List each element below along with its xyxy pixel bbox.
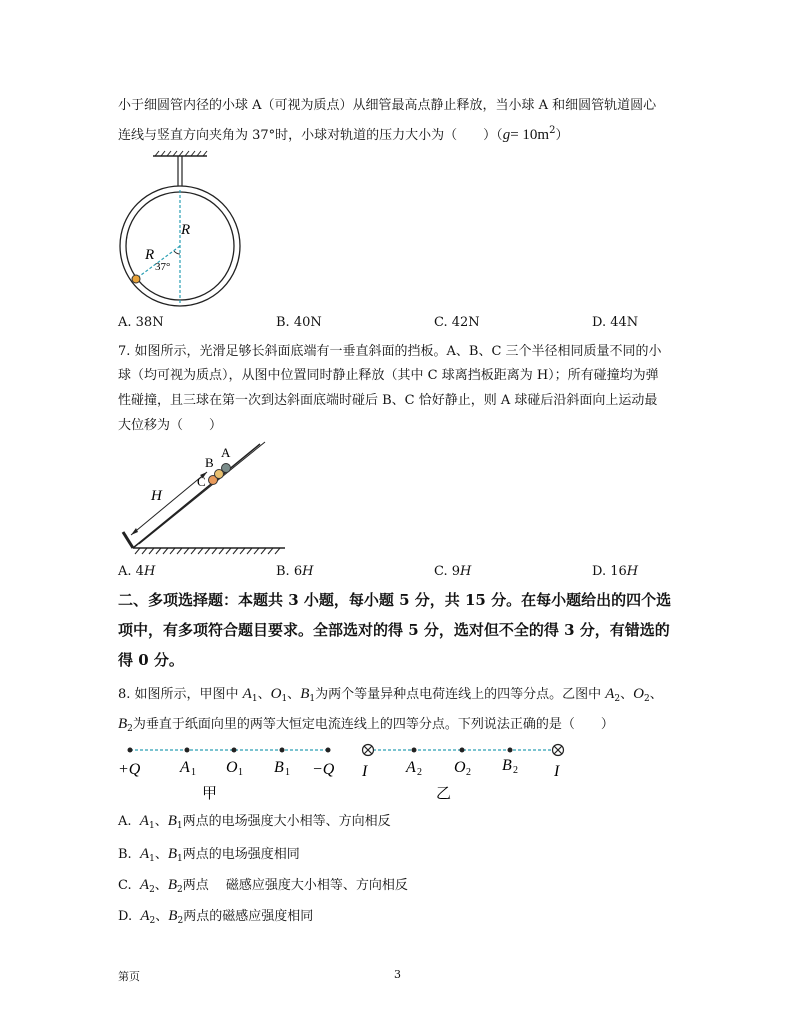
jia-label-b1: B — [274, 759, 284, 776]
yi-label-b2: B — [502, 757, 512, 774]
q8-line2 — [118, 713, 614, 734]
q8-sep4: 、 — [649, 687, 663, 702]
jia-label-minusq: −Q — [312, 761, 335, 778]
ball-a — [132, 275, 140, 283]
circular-tube-figure — [115, 150, 245, 310]
jia-dot-o1 — [232, 748, 237, 753]
angle-arc — [174, 251, 180, 254]
q8-b1-sub: 1 — [309, 694, 316, 704]
label-a: A — [221, 445, 231, 460]
q8-option-c-a2-sub: 2 — [149, 885, 155, 895]
yi-label-i-left: I — [362, 763, 368, 780]
q8-a2: A — [605, 686, 615, 702]
q8-option-a-a1: A — [139, 813, 149, 829]
q8-option-a-a1-sub: 1 — [148, 821, 155, 831]
q8-option-c[interactable] — [118, 874, 408, 895]
q7-option-b-prefix: B. 6 — [276, 564, 303, 579]
label-angle: 37° — [155, 261, 171, 273]
incline-figure — [115, 440, 295, 560]
q7-option-d[interactable] — [592, 564, 638, 579]
section2-line2: 项中，有多项符合题目要求。全部选对的得 5 分，选对但不全的得 3 分，有错选的 — [118, 621, 670, 639]
q8-num: 8. 如图所示，甲图中 — [118, 687, 243, 702]
q6-option-d[interactable]: D. 44N — [592, 315, 639, 330]
g-exponent: 2 — [549, 125, 556, 136]
q8-option-c-a2: A — [139, 877, 150, 893]
q8-option-a-b1-sub: 1 — [176, 821, 183, 831]
q8-option-b-b1: B — [167, 846, 178, 862]
q8-option-c-sep: 、 — [154, 878, 168, 893]
q7-option-b[interactable] — [276, 564, 313, 579]
q8-option-d-label: D. — [118, 909, 133, 924]
q8-option-a-label: A. — [118, 814, 132, 829]
q8-option-a-text: 两点的电场强度大小相等、方向相反 — [182, 814, 391, 829]
jia-label-a1-sub: 1 — [191, 767, 196, 778]
q6-option-b[interactable]: B. 40N — [276, 315, 322, 330]
q8-option-b-label: B. — [118, 847, 132, 862]
jia-dot-b1 — [280, 748, 285, 753]
jia-label-b1-sub: 1 — [285, 767, 290, 778]
q7-option-d-var: H — [626, 564, 639, 579]
q7-line1: 7. 如图所示，光滑足够长斜面底端有一垂直斜面的挡板。A、B、C 三个半径相同质量不同的小 — [118, 344, 662, 359]
q8-option-a[interactable] — [118, 810, 391, 831]
q8-o2-sub: 2 — [644, 694, 650, 704]
q8-option-c-b2: B — [167, 877, 177, 893]
q8-option-c-label: C. — [118, 878, 132, 893]
ground-hatch — [135, 548, 280, 554]
q7-option-d-prefix: D. 16 — [592, 564, 627, 579]
q8-option-b[interactable] — [118, 843, 300, 864]
q6-line1: 小于细圆管内径的小球 A（可视为质点）从细管最高点静止释放，当小球 A 和细圆管轨道圆心 — [118, 98, 657, 113]
q8-o2: O — [633, 686, 644, 702]
g-symbol: g — [502, 127, 511, 143]
yi-dot-o2 — [460, 748, 465, 753]
q8-a1: A — [242, 686, 252, 702]
g-equals: = 10 — [510, 127, 538, 143]
jia-label-plusq: +Q — [118, 761, 141, 778]
label-b: B — [205, 455, 214, 470]
jia-caption: 甲 — [202, 786, 218, 802]
q8-line1 — [118, 683, 663, 704]
q8-sep2: 、 — [287, 687, 301, 702]
q8-b2-sub: 2 — [127, 724, 133, 734]
label-r-side: R — [145, 247, 155, 263]
footer-left: 第页 — [118, 970, 140, 983]
g-unit: m — [537, 127, 550, 143]
q8-b1: B — [300, 686, 310, 702]
q7-option-a-var: H — [143, 564, 156, 579]
h-arrow-head-bottom — [131, 528, 138, 535]
section2-line1: 二、多项选择题：本题共 3 小题，每小题 5 分，共 15 分。在每小题给出的四个选 — [118, 591, 672, 609]
yi-label-a2-sub: 2 — [417, 767, 422, 778]
q8-option-d-sep: 、 — [155, 909, 169, 924]
q8-o1: O — [270, 686, 282, 702]
q8-option-d-a2-sub: 2 — [149, 916, 156, 926]
q6-option-c[interactable]: C. 42N — [434, 315, 480, 330]
yi-label-o2-sub: 2 — [466, 767, 471, 778]
q6-option-a[interactable]: A. 38N — [118, 315, 164, 330]
jia-dot-plusq — [128, 748, 133, 753]
charges-currents-figure — [112, 740, 592, 810]
q7-option-c-var: H — [460, 564, 472, 579]
ball-a-incline — [222, 464, 231, 473]
q7-option-a[interactable] — [118, 564, 155, 579]
q7-option-a-prefix: A. 4 — [118, 564, 144, 579]
q8-option-d[interactable] — [118, 905, 313, 926]
jia-dot-minusq — [326, 748, 331, 753]
q8-sep3: 、 — [620, 687, 634, 702]
q8-option-d-a2: A — [140, 908, 150, 924]
q8-b2: B — [118, 716, 128, 732]
q8-option-a-b1: B — [167, 813, 177, 829]
q8-option-c-b2-sub: 2 — [176, 885, 183, 895]
q6-line2-end: ） — [555, 128, 569, 143]
q8-option-b-sep: 、 — [154, 847, 168, 862]
current-in-right-icon — [553, 745, 564, 756]
page-number: 3 — [394, 968, 401, 981]
section2-line3: 得 0 分。 — [118, 651, 184, 669]
yi-dot-b2 — [508, 748, 513, 753]
q8-option-b-b1-sub: 1 — [177, 854, 183, 864]
q8-option-b-text: 两点的电场强度相同 — [182, 847, 300, 862]
label-c: C — [197, 474, 206, 489]
current-in-left-icon — [363, 745, 374, 756]
q8-option-c-text: 两点 磁感应强度大小相等、方向相反 — [182, 878, 408, 893]
q7-option-b-var: H — [302, 564, 314, 579]
jia-label-a1: A — [180, 759, 190, 776]
jia-label-o1: O — [226, 759, 238, 776]
q8-option-d-b2-sub: 2 — [177, 916, 184, 926]
yi-dot-a2 — [412, 748, 417, 753]
q8-a2-sub: 2 — [614, 694, 621, 704]
label-r-top: R — [181, 222, 191, 238]
yi-label-a2: A — [406, 759, 416, 776]
q8-option-d-b2: B — [168, 908, 178, 924]
label-h: H — [151, 488, 162, 504]
q7-option-c-prefix: C. 9 — [434, 564, 461, 579]
q8-mid1: 为两个等量异种点电荷连线上的四等分点。乙图中 — [315, 687, 606, 702]
q8-option-a-sep: 、 — [154, 814, 168, 829]
jia-dot-a1 — [185, 748, 190, 753]
q8-o1-sub: 1 — [281, 694, 288, 704]
q8-option-d-text: 两点的磁感应强度相同 — [183, 909, 314, 924]
q7-line3: 性碰撞，且三球在第一次到达斜面底端时碰后 B、C 恰好静止，则 A 球碰后沿斜面向上运动最 — [118, 393, 658, 408]
q7-line4: 大位移为（ ） — [118, 418, 223, 433]
q7-option-c[interactable] — [434, 564, 471, 579]
jia-label-o1-sub: 1 — [238, 767, 243, 778]
h-arrow — [131, 472, 207, 535]
q7-line2: 球（均可视为质点），从图中位置同时静止释放（其中 C 球离挡板距离为 H）；所有碰撞均为弹 — [118, 368, 659, 383]
q8-a1-sub: 1 — [251, 694, 258, 704]
yi-label-o2: O — [454, 759, 466, 776]
yi-label-i-right: I — [554, 763, 560, 780]
q8-option-b-a1-sub: 1 — [149, 854, 155, 864]
q8-sep1: 、 — [257, 687, 271, 702]
yi-label-b2-sub: 2 — [513, 765, 518, 776]
q8-option-b-a1: A — [139, 846, 150, 862]
q6-line2 — [118, 124, 568, 144]
yi-caption: 乙 — [436, 786, 452, 802]
q8-line2-rest: 为垂直于纸面向里的两等大恒定电流连线上的四等分点。下列说法正确的是（ ） — [132, 717, 614, 732]
q6-line2-text: 连线与竖直方向夹角为 37°时，小球对轨道的压力大小为（ ）（ — [118, 128, 503, 143]
